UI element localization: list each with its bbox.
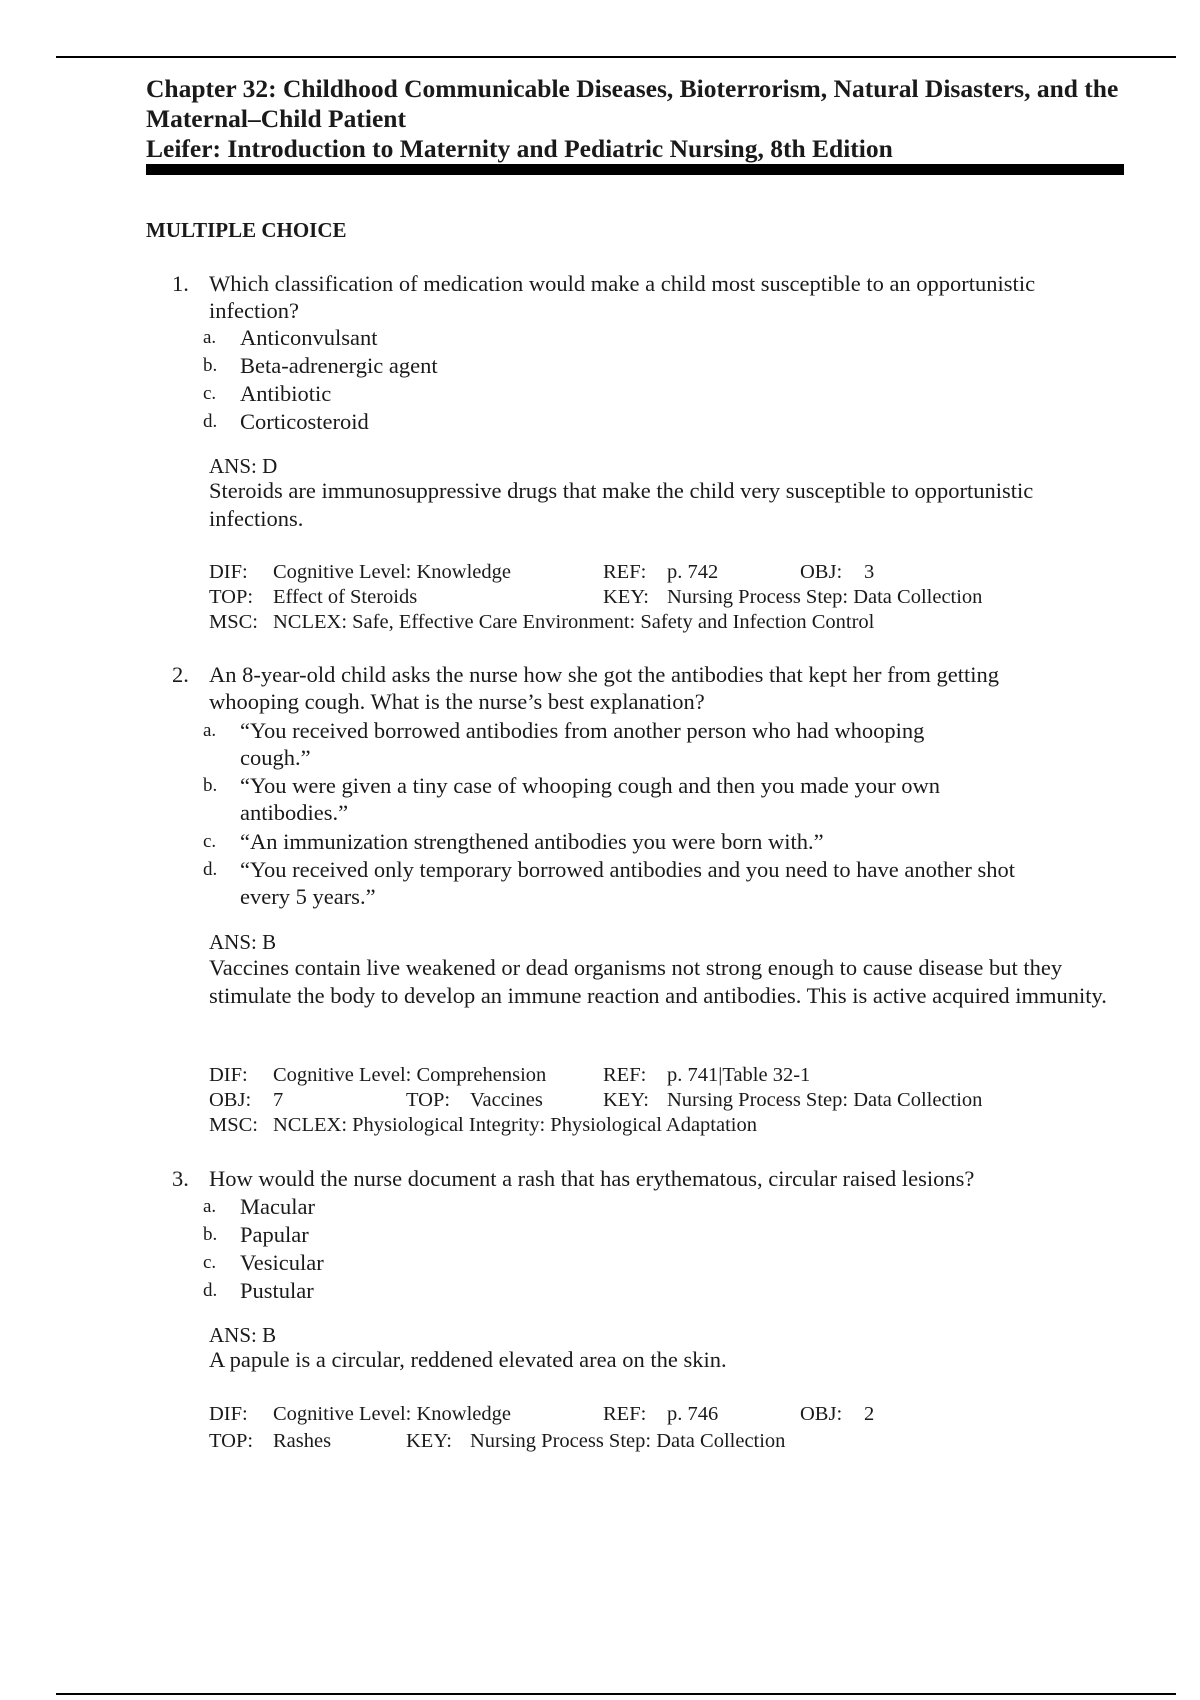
top-rule: [56, 56, 1176, 58]
option-text: Pustular: [240, 1278, 314, 1303]
option-text: Macular: [240, 1194, 315, 1219]
option-letter: d.: [203, 411, 218, 432]
option-text: Beta-adrenergic agent: [240, 353, 438, 378]
option-letter: b.: [203, 355, 218, 376]
meta-label: REF:: [603, 1403, 647, 1425]
option-letter: a.: [203, 1196, 217, 1217]
question-stem: An 8-year-old child asks the nurse how she got the antibodies that kept her from getting whooping cough. What is the nurse’s best explanation?: [209, 662, 999, 714]
option-letter: a.: [203, 327, 217, 348]
meta-dif: [209, 1402, 511, 1427]
meta-value: Rashes: [273, 1430, 332, 1452]
meta-label: OBJ:: [800, 1403, 843, 1425]
meta-label: REF:: [603, 561, 647, 583]
meta-label: REF:: [603, 1064, 647, 1086]
meta-value: Vaccines: [470, 1089, 543, 1111]
meta-ref: [603, 560, 718, 585]
option-letter: c.: [203, 1252, 217, 1273]
meta-label: MSC:: [209, 1114, 258, 1136]
answer: ANS: B: [209, 1323, 277, 1347]
option-text: Corticosteroid: [240, 409, 369, 434]
meta-dif: [209, 1063, 546, 1088]
meta-label: KEY:: [406, 1430, 452, 1452]
meta-label: DIF:: [209, 561, 248, 583]
chapter-title: Chapter 32: Childhood Communicable Diseases, Bioterrorism, Natural Disasters, and the Maternal–Child Patient: [146, 74, 1119, 133]
option-letter: d.: [203, 859, 218, 880]
meta-label: MSC:: [209, 611, 258, 633]
option-letter: b.: [203, 1224, 218, 1245]
meta-obj: [209, 1088, 283, 1113]
meta-value: 2: [864, 1403, 875, 1425]
meta-obj: [800, 560, 874, 585]
meta-value: 7: [273, 1089, 284, 1111]
section-heading: MULTIPLE CHOICE: [146, 218, 347, 242]
meta-label: OBJ:: [209, 1089, 252, 1111]
meta-value: Nursing Process Step: Data Collection: [470, 1430, 786, 1452]
meta-value: p. 742: [667, 561, 719, 583]
question-number: 2.: [172, 662, 189, 687]
meta-value: p. 741|Table 32-1: [667, 1064, 811, 1086]
meta-value: NCLEX: Safe, Effective Care Environment: Safety and Infection Control: [273, 611, 875, 633]
book-title: Leifer: Introduction to Maternity and Pediatric Nursing, 8th Edition: [146, 134, 893, 163]
meta-dif: [209, 560, 511, 585]
answer: ANS: D: [209, 454, 278, 478]
meta-value: p. 746: [667, 1403, 719, 1425]
meta-label: DIF:: [209, 1403, 248, 1425]
meta-value: Nursing Process Step: Data Collection: [667, 1089, 983, 1111]
rationale: Steroids are immunosuppressive drugs that make the child very susceptible to opportunistic infections.: [209, 478, 1034, 531]
meta-label: KEY:: [603, 1089, 649, 1111]
meta-top: [209, 585, 417, 610]
meta-value: Nursing Process Step: Data Collection: [667, 586, 983, 608]
option-text: Anticonvulsant: [240, 325, 378, 350]
option-text: Antibiotic: [240, 381, 332, 406]
meta-obj: [800, 1402, 874, 1427]
meta-label: DIF:: [209, 1064, 248, 1086]
option-letter: a.: [203, 720, 217, 741]
option-text: “You received borrowed antibodies from another person who had whooping cough.”: [240, 718, 925, 770]
option-text: “An immunization strengthened antibodies you were born with.”: [240, 829, 824, 854]
option-text: “You received only temporary borrowed antibodies and you need to have another shot every 5 years.”: [240, 857, 1015, 909]
bottom-rule: [56, 1693, 1176, 1695]
option-text: “You were given a tiny case of whooping cough and then you made your own antibodies.”: [240, 773, 941, 825]
meta-top: [209, 1429, 331, 1454]
meta-ref: [603, 1063, 810, 1088]
document-header: [146, 74, 1126, 164]
question-number: 1.: [172, 271, 189, 296]
option-text: Vesicular: [240, 1250, 324, 1275]
option-letter: b.: [203, 775, 218, 796]
meta-value: NCLEX: Physiological Integrity: Physiological Adaptation: [273, 1114, 757, 1136]
meta-value: Cognitive Level: Knowledge: [273, 1403, 511, 1425]
meta-key: [603, 585, 982, 610]
question-number: 3.: [172, 1166, 189, 1191]
meta-key: [406, 1429, 785, 1454]
option-letter: c.: [203, 831, 217, 852]
meta-msc: [209, 1113, 757, 1138]
meta-label: OBJ:: [800, 561, 843, 583]
header-divider: [146, 164, 1124, 175]
question-stem: How would the nurse document a rash that has erythematous, circular raised lesions?: [209, 1166, 975, 1191]
option-text: Papular: [240, 1222, 309, 1247]
meta-label: TOP:: [209, 1430, 254, 1452]
meta-key: [603, 1088, 982, 1113]
question-stem: Which classification of medication would make a child most susceptible to an opportunistic infection?: [209, 271, 1036, 323]
meta-top: [406, 1088, 543, 1113]
rationale: A papule is a circular, reddened elevated area on the skin.: [209, 1347, 727, 1372]
meta-label: TOP:: [209, 586, 254, 608]
meta-ref: [603, 1402, 718, 1427]
meta-value: Cognitive Level: Comprehension: [273, 1064, 547, 1086]
meta-value: 3: [864, 561, 875, 583]
meta-value: Cognitive Level: Knowledge: [273, 561, 511, 583]
answer: ANS: B: [209, 930, 277, 954]
rationale: Vaccines contain live weakened or dead organisms not strong enough to cause disease but they stimulate the body to develop an immune reaction and antibodies. This is active acquired immunity.: [209, 955, 1107, 1008]
meta-label: TOP:: [406, 1089, 451, 1111]
option-letter: d.: [203, 1280, 218, 1301]
meta-value: Effect of Steroids: [273, 586, 418, 608]
meta-label: KEY:: [603, 586, 649, 608]
meta-msc: [209, 610, 874, 635]
option-letter: c.: [203, 383, 217, 404]
